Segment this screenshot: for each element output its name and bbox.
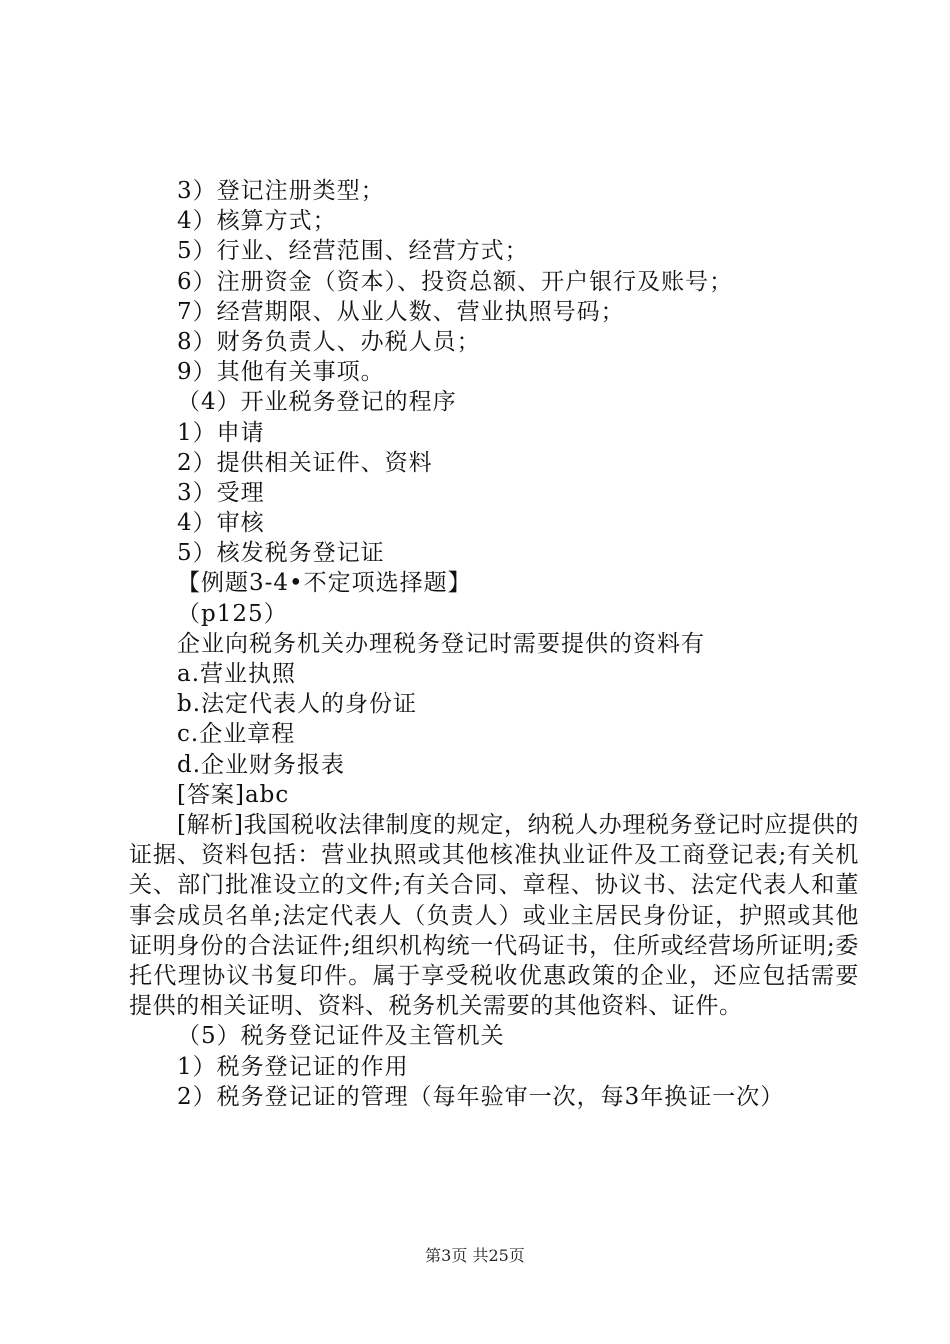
text-line: 4）审核 bbox=[177, 510, 265, 537]
text-line: 8）财务负责人、办税人员； bbox=[177, 328, 481, 355]
option-c: c.企业章程 bbox=[177, 721, 296, 748]
answer-line: [答案]abc bbox=[177, 781, 290, 808]
page-footer: 第3页 共25页 bbox=[425, 1246, 525, 1265]
text-line: 6）注册资金（资本）、投资总额、开户银行及账号； bbox=[177, 268, 734, 295]
text-line: 7）经营期限、从业人数、营业执照号码； bbox=[177, 298, 625, 325]
section-heading: （4）开业税务登记的程序 bbox=[177, 389, 457, 416]
text-line: 1）税务登记证的作用 bbox=[177, 1053, 409, 1080]
text-line: 2）提供相关证件、资料 bbox=[177, 449, 433, 476]
question-text: 企业向税务机关办理税务登记时需要提供的资料有 bbox=[177, 630, 705, 657]
option-a: a.营业执照 bbox=[177, 661, 297, 687]
text-line: 3）登记注册类型； bbox=[177, 178, 385, 204]
text-line: 5）行业、经营范围、经营方式； bbox=[177, 238, 529, 265]
text-line: 2）税务登记证的管理（每年验审一次，每3年换证一次） bbox=[177, 1083, 785, 1110]
text-line: 9）其他有关事项。 bbox=[177, 359, 385, 386]
text-line: 1）申请 bbox=[177, 419, 265, 446]
analysis-paragraph: [解析]我国税收法律制度的规定，纳税人办理税务登记时应提供的证据、资料包括：营业执照或其他核准执业证件及工商登记表;有关机关、部门批准设立的文件;有关合同、章程、协议书、法定代表人和董事会成员名单;法定代表人（负责人）或业主居民身份证，护照或其他证明身份的合法证件;组织机构统一代码证书，住所或经营场所证明;委托代理协议书复印件。属于享受税收优惠政策的企业，还应包括需要提供的相关证明、资料、税务机关需要的其他资料、证件。 bbox=[129, 811, 859, 1020]
example-heading: 【例题3-4•不定项选择题】 bbox=[177, 570, 472, 597]
section-heading: （5）税务登记证件及主管机关 bbox=[177, 1023, 505, 1050]
document-body bbox=[129, 176, 859, 1112]
text-line: 5）核发税务登记证 bbox=[177, 540, 385, 567]
option-d: d.企业财务报表 bbox=[177, 751, 346, 778]
option-b: b.法定代表人的身份证 bbox=[177, 691, 418, 718]
page-reference: （p125） bbox=[177, 600, 288, 627]
text-line: 3）受理 bbox=[177, 479, 265, 506]
text-line: 4）核算方式； bbox=[177, 208, 337, 235]
